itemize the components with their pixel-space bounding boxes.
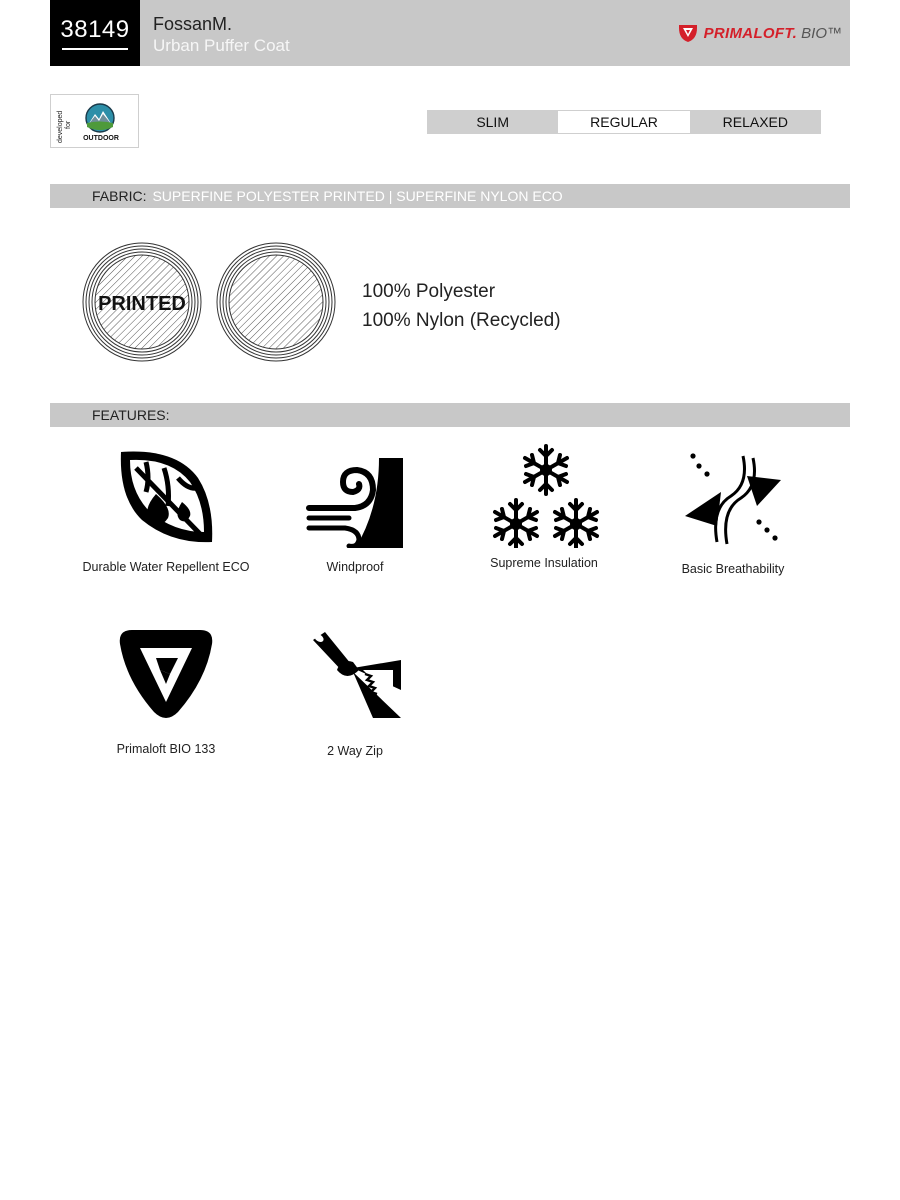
fabric-composition (362, 277, 561, 335)
features-heading: FEATURES: (92, 407, 170, 423)
brand-suffix: BIO™ (801, 24, 842, 42)
snowflakes-icon (484, 444, 604, 548)
leaf-water-drop-icon (116, 448, 216, 548)
developed-for-badge (50, 94, 139, 148)
composition-line-2: 100% Nylon (Recycled) (362, 310, 561, 331)
mountain-icon (85, 103, 115, 133)
outdoor-label: OUTDOOR (83, 135, 119, 142)
fit-tab-slim[interactable]: SLIM (427, 110, 558, 134)
product-subtitle: Urban Puffer Coat (153, 36, 290, 55)
feature-primaloft-bio-133 (71, 628, 261, 756)
printed-fabric-swatch (83, 243, 201, 361)
product-name: FossanM. (153, 14, 233, 34)
feature-label: Supreme Insulation (490, 556, 598, 570)
feature-basic-breathability (638, 450, 828, 576)
feature-label: Basic Breathability (681, 562, 785, 576)
header-bar (50, 0, 850, 66)
product-code-underline (62, 48, 128, 50)
feature-2-way-zip (260, 630, 450, 758)
feature-label: Primaloft BIO 133 (116, 742, 216, 756)
printed-label: PRINTED (98, 293, 186, 315)
composition-line-1: 100% Polyester (362, 281, 496, 302)
product-code: 38149 (60, 16, 130, 43)
fabric-label: FABRIC: (92, 188, 147, 204)
fabric-value: SUPERFINE POLYESTER PRINTED | SUPERFINE NYLON ECO (152, 188, 563, 204)
primaloft-shield-icon (678, 23, 698, 43)
fabric-heading (92, 188, 563, 204)
features-section-bar (50, 403, 850, 427)
feature-dwr-eco (71, 448, 261, 574)
fit-selector (427, 110, 821, 134)
fabric-section-bar (50, 184, 850, 208)
zipper-icon (307, 630, 403, 724)
for-text: for (65, 120, 72, 129)
product-code-box (50, 0, 140, 66)
developed-for-text (55, 99, 73, 145)
feature-label: Durable Water Repellent ECO (82, 560, 250, 574)
nylon-fabric-swatch (217, 243, 335, 361)
breathability-arrows-icon (681, 450, 785, 548)
fit-tab-relaxed[interactable]: RELAXED (690, 110, 821, 134)
fabric-swatches (80, 240, 340, 364)
feature-label: Windproof (326, 560, 384, 574)
feature-supreme-insulation (449, 444, 639, 570)
developed-text: developed (57, 110, 64, 143)
brand-logo (678, 22, 842, 44)
fit-tab-regular[interactable]: REGULAR (558, 110, 689, 134)
wind-icon (305, 448, 405, 548)
feature-label: 2 Way Zip (327, 744, 383, 758)
feature-windproof (260, 448, 450, 574)
brand-name: PRIMALOFT. (703, 24, 798, 42)
primaloft-logo-icon (116, 628, 216, 724)
